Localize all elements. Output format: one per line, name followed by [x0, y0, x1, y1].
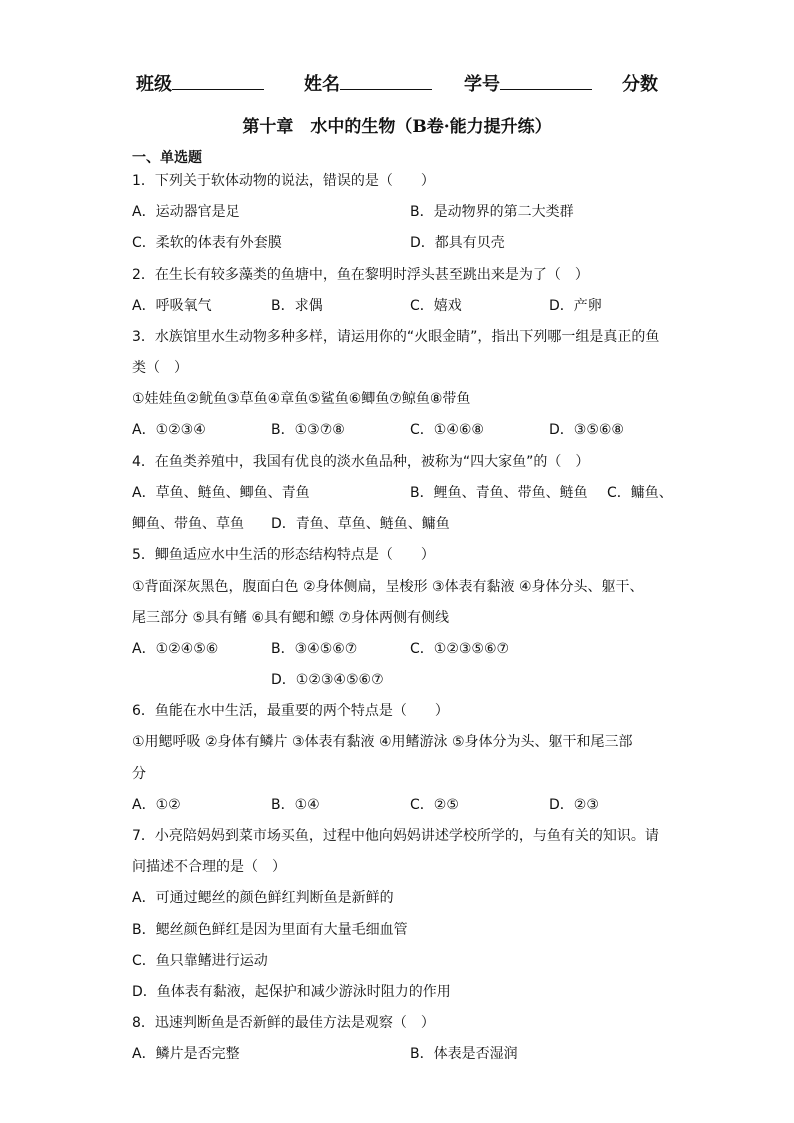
question-6-items-cont: 分	[132, 766, 146, 782]
question-8-option-b[interactable]: B．体表是否湿润	[410, 1046, 518, 1062]
question-6-items: ①用鳃呼吸 ②身体有鳞片 ③体表有黏液 ④用鳍游泳 ⑤身体分为头、躯干和尾三部	[132, 734, 633, 750]
question-6-option-a[interactable]: A．①②	[132, 797, 181, 813]
question-5-items: ①背面深灰黑色，腹面白色 ②身体侧扁，呈梭形 ③体表有黏液 ④身体分头、躯干、	[132, 579, 644, 595]
question-5-option-a[interactable]: A．①②④⑤⑥	[132, 641, 219, 657]
question-8-stem: 8．迅速判断鱼是否新鲜的最佳方法是观察（ ）	[132, 1015, 435, 1031]
question-5-option-c[interactable]: C．①②③⑤⑥⑦	[410, 641, 510, 657]
class-blank[interactable]	[172, 71, 264, 90]
name-field	[304, 70, 432, 96]
question-6-option-d[interactable]: D．②③	[549, 797, 599, 813]
header-row	[0, 70, 794, 96]
question-1-option-b[interactable]: B．是动物界的第二大类群	[410, 204, 574, 220]
question-5-items-cont: 尾三部分 ⑤具有鳍 ⑥具有鳃和鳔 ⑦身体两侧有侧线	[132, 610, 450, 626]
question-6-option-c[interactable]: C．②⑤	[410, 797, 459, 813]
question-3-option-a[interactable]: A．①②③④	[132, 422, 206, 438]
question-5-stem: 5．鲫鱼适应水中生活的形态结构特点是（ ）	[132, 547, 435, 563]
number-field	[464, 70, 592, 96]
question-3-option-b[interactable]: B．①③⑦⑧	[271, 422, 345, 438]
question-4-option-c-cont[interactable]: 鲫鱼、带鱼、草鱼	[132, 516, 244, 532]
number-label: 学号	[464, 74, 500, 95]
question-2-option-a[interactable]: A．呼吸氧气	[132, 298, 212, 314]
name-label: 姓名	[304, 74, 340, 95]
question-4-stem: 4．在鱼类养殖中，我国有优良的淡水鱼品种，被称为“四大家鱼”的（ ）	[132, 454, 590, 470]
question-3-option-d[interactable]: D．③⑤⑥⑧	[549, 422, 624, 438]
section-heading: 一、单选题	[132, 150, 202, 166]
name-blank[interactable]	[340, 71, 432, 90]
question-3-option-c[interactable]: C．①④⑥⑧	[410, 422, 484, 438]
question-2-option-c[interactable]: C．嬉戏	[410, 298, 462, 314]
question-4-option-a[interactable]: A．草鱼、鲢鱼、鲫鱼、青鱼	[132, 485, 310, 501]
class-field	[136, 70, 264, 96]
score-label: 分数	[622, 74, 658, 95]
question-7-stem-cont: 问描述不合理的是（ ）	[132, 859, 286, 875]
question-4-option-b[interactable]: B．鲤鱼、青鱼、带鱼、鲢鱼	[410, 485, 588, 501]
question-7-option-d[interactable]: D．鱼体表有黏液，起保护和减少游泳时阻力的作用	[132, 984, 451, 1000]
question-5-option-b[interactable]: B．③④⑤⑥⑦	[271, 641, 358, 657]
question-4-option-c[interactable]: C．鳙鱼、	[607, 485, 673, 501]
question-3-stem: 3．水族馆里水生动物多种多样，请运用你的“火眼金睛”，指出下列哪一组是真正的鱼	[132, 329, 660, 345]
question-3-stem-cont: 类（ ）	[132, 360, 188, 376]
question-2-stem: 2．在生长有较多藻类的鱼塘中，鱼在黎明时浮头甚至跳出来是为了（ ）	[132, 267, 589, 283]
class-label: 班级	[136, 74, 172, 95]
question-7-option-c[interactable]: C．鱼只靠鳍进行运动	[132, 953, 268, 969]
question-1-option-a[interactable]: A．运动器官是足	[132, 204, 240, 220]
page-title: 第十章 水中的生物（B卷·能力提升练）	[242, 117, 552, 137]
question-2-option-d[interactable]: D．产卵	[549, 298, 602, 314]
question-7-stem: 7．小亮陪妈妈到菜市场买鱼，过程中他向妈妈讲述学校所学的，与鱼有关的知识。请	[132, 828, 659, 844]
question-3-items: ①娃娃鱼②鱿鱼③草鱼④章鱼⑤鲨鱼⑥鲫鱼⑦鲸鱼⑧带鱼	[132, 391, 471, 407]
question-7-option-b[interactable]: B．鳃丝颜色鲜红是因为里面有大量毛细血管	[132, 922, 408, 938]
question-6-stem: 6．鱼能在水中生活，最重要的两个特点是（ ）	[132, 703, 449, 719]
question-7-option-a[interactable]: A．可通过鳃丝的颜色鲜红判断鱼是新鲜的	[132, 890, 394, 906]
question-2-option-b[interactable]: B．求偶	[271, 298, 323, 314]
question-8-option-a[interactable]: A．鳞片是否完整	[132, 1046, 240, 1062]
score-field	[622, 70, 658, 96]
question-1-stem: 1．下列关于软体动物的说法，错误的是（ ）	[132, 173, 435, 189]
number-blank[interactable]	[500, 71, 592, 90]
question-6-option-b[interactable]: B．①④	[271, 797, 320, 813]
question-1-option-c[interactable]: C．柔软的体表有外套膜	[132, 235, 282, 251]
question-4-option-d[interactable]: D．青鱼、草鱼、鲢鱼、鳙鱼	[271, 516, 450, 532]
question-1-option-d[interactable]: D．都具有贝壳	[410, 235, 505, 251]
question-5-option-d[interactable]: D．①②③④⑤⑥⑦	[271, 672, 384, 688]
